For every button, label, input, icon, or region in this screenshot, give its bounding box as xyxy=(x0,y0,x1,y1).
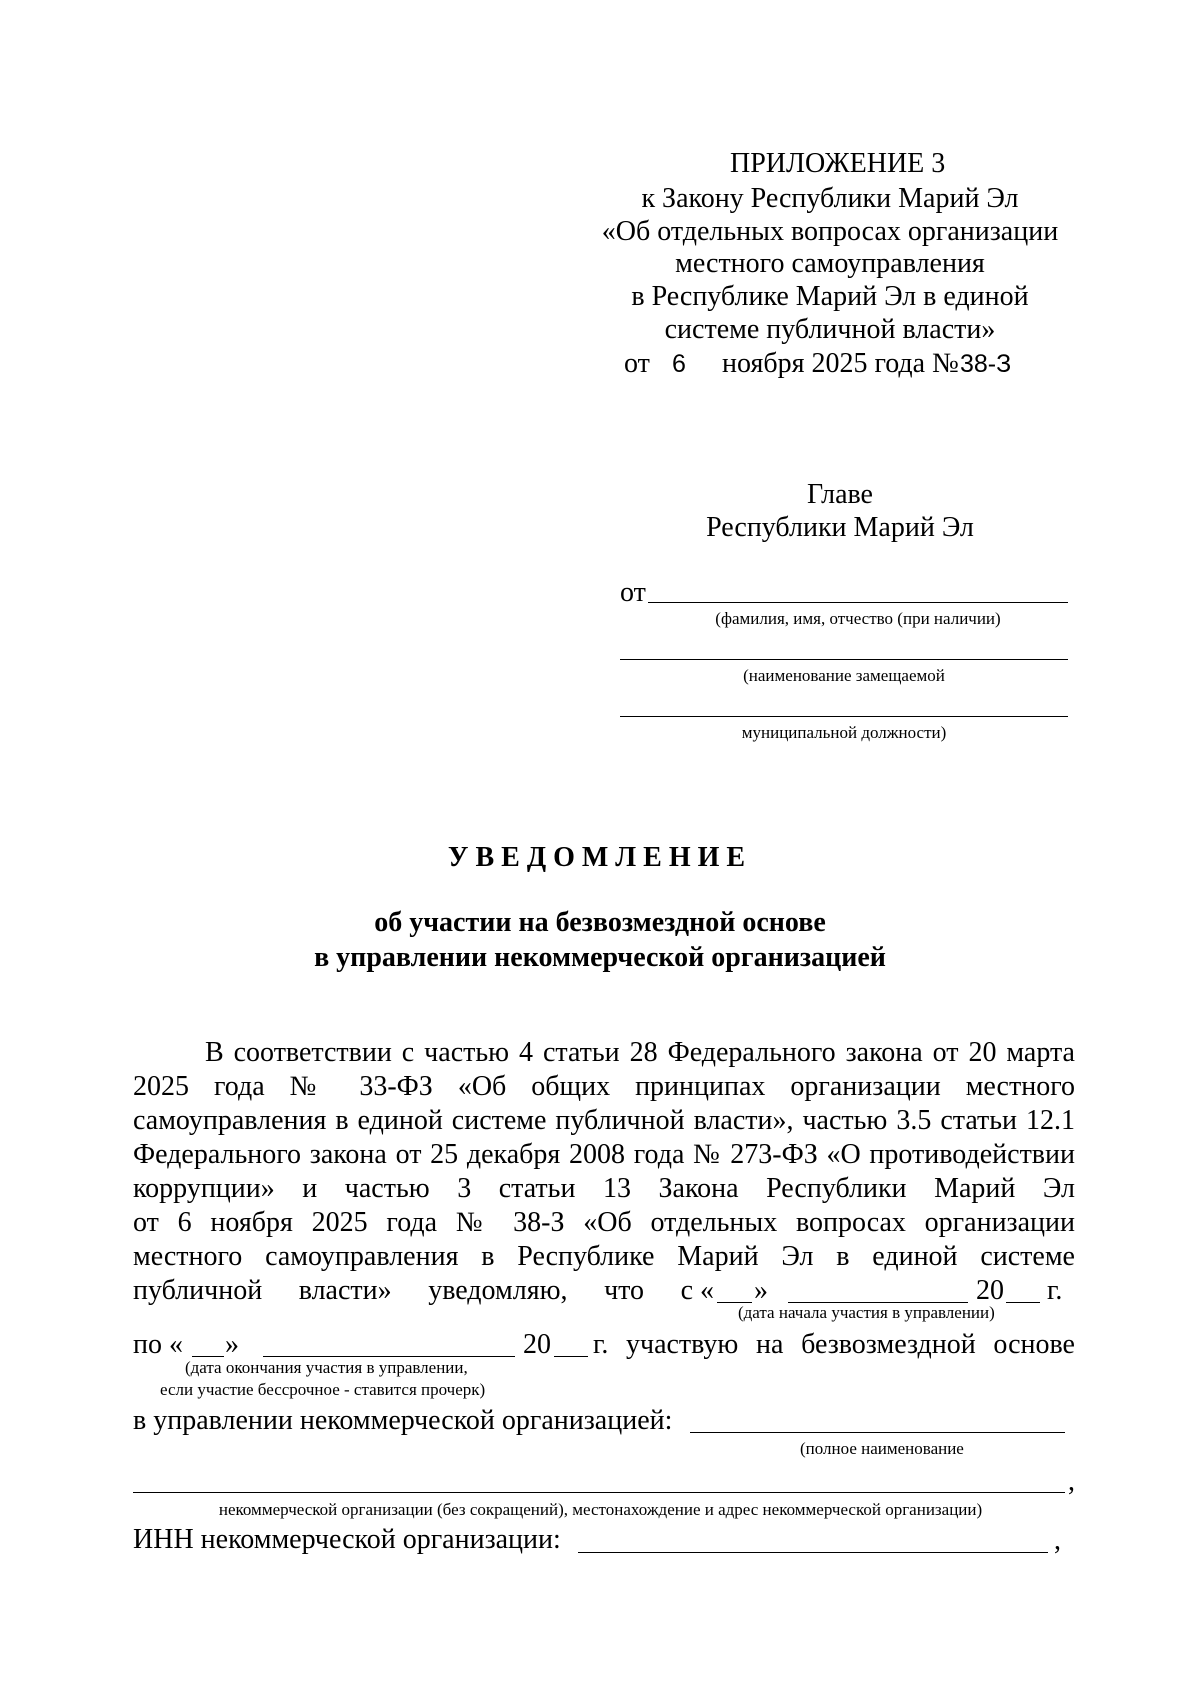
position-underline xyxy=(620,659,1068,660)
start-year-prefix: 20 xyxy=(976,1275,1004,1306)
caption-org-2: некоммерческой организации (без сокращений), местонахождение и адрес некоммерческой организации) xyxy=(218,1500,983,1519)
appendix-line: системе публичной власти» xyxy=(664,314,996,345)
end-tail: г. участвую на безвозмездной основе xyxy=(593,1329,1075,1360)
addressee-line-2: Республики Марий Эл xyxy=(706,512,974,543)
notice-subtitle-1: об участии на безвозмездной основе xyxy=(374,907,826,938)
position-underline-2 xyxy=(620,716,1068,717)
body-line: Федерального закона от 25 декабря 2008 года № 273-ФЗ «О противодействии xyxy=(133,1139,1075,1170)
end-year-blank xyxy=(554,1356,588,1357)
start-year-suffix: г. xyxy=(1047,1275,1063,1306)
body-line: В соответствии с частью 4 статьи 28 Федерального закона от 20 марта xyxy=(205,1037,1075,1068)
caption-name: (фамилия, имя, отчество (при наличии) xyxy=(715,609,1001,628)
body-line: самоуправления в единой системе публичной власти», частью 3.5 статьи 12.1 xyxy=(133,1105,1075,1136)
appendix-date-prefix: от xyxy=(624,348,650,379)
org-label: в управлении некоммерческой организацией: xyxy=(133,1405,673,1436)
appendix-title: ПРИЛОЖЕНИЕ 3 xyxy=(730,148,946,179)
end-year-prefix: 20 xyxy=(523,1329,551,1360)
caption-start-date: (дата начала участия в управлении) xyxy=(738,1303,995,1322)
caption-end-date-1: (дата окончания участия в управлении, xyxy=(185,1358,468,1377)
appendix-line: местного самоуправления xyxy=(675,248,985,279)
body-line: местного самоуправления в Республике Марий Эл в единой системе xyxy=(133,1241,1075,1272)
appendix-date-day: 6 xyxy=(672,350,686,378)
notice-title: УВЕДОМЛЕНИЕ xyxy=(447,842,753,873)
end-prefix: по « xyxy=(133,1329,183,1360)
body-line: публичной власти» уведомляю, что с xyxy=(133,1275,693,1306)
start-quote-close: » xyxy=(754,1275,768,1306)
appendix-line: в Республике Марий Эл в единой xyxy=(631,281,1029,312)
name-underline xyxy=(648,602,1068,603)
inn-comma: , xyxy=(1054,1525,1061,1556)
caption-position-2: муниципальной должности) xyxy=(741,723,947,742)
org-name-blank xyxy=(690,1432,1065,1433)
appendix-line: «Об отдельных вопросах организации xyxy=(601,216,1059,247)
caption-position: (наименование замещаемой xyxy=(743,666,945,685)
caption-org-1: (полное наименование xyxy=(800,1439,964,1458)
appendix-date-number: 38-З xyxy=(960,350,1012,378)
inn-label: ИНН некоммерческой организации: xyxy=(133,1524,561,1555)
caption-end-date-2: если участие бессрочное - ставится прочерк) xyxy=(160,1380,486,1399)
org-comma: , xyxy=(1068,1466,1075,1497)
notice-subtitle-2: в управлении некоммерческой организацией xyxy=(314,942,886,973)
start-quote-open: « xyxy=(700,1275,714,1306)
body-line: коррупции» и частью 3 статьи 13 Закона Республики Марий Эл xyxy=(133,1173,1075,1204)
inn-blank xyxy=(578,1552,1048,1553)
start-year-blank xyxy=(1006,1302,1040,1303)
from-label: от xyxy=(620,577,646,608)
body-line: от 6 ноября 2025 года № 38-З «Об отдельных вопросах организации xyxy=(133,1207,1075,1238)
appendix-date-rest: ноября 2025 года № xyxy=(722,348,959,379)
addressee-line-1: Главе xyxy=(807,479,873,510)
body-line: 2025 года № 33-ФЗ «Об общих принципах организации местного xyxy=(133,1071,1075,1102)
org-full-blank xyxy=(133,1492,1065,1493)
appendix-line: к Закону Республики Марий Эл xyxy=(641,183,1019,214)
end-quote-close: » xyxy=(225,1329,239,1360)
